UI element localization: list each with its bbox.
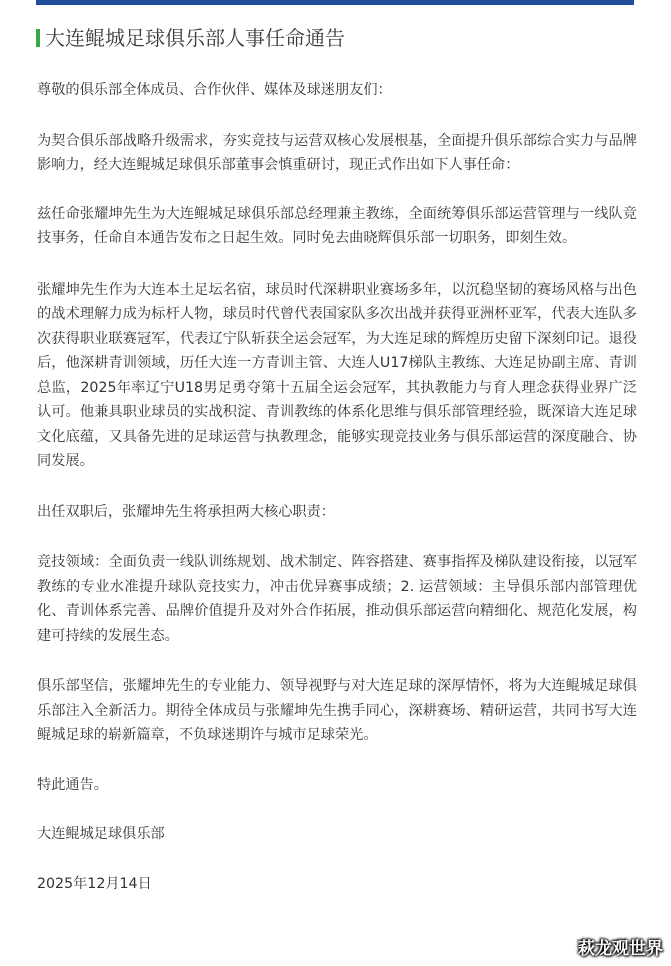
closing-paragraph: 俱乐部坚信，张耀坤先生的专业能力、领导视野与对大连足球的深厚情怀，将为大连鲲城足球俱乐部注入全新活力。期待全体成员与张耀坤先生携手同心，深耕赛场、精研运营，共同书写大连鲲城足球的崭新篇章，不负球迷期许与城市足球荣光。 bbox=[37, 678, 637, 743]
intro-paragraph: 为契合俱乐部战略升级需求，夯实竞技与运营双核心发展根基，全面提升俱乐部综合实力与品牌影响力，经大连鲲城足球俱乐部董事会慎重研讨，现正式作出如下人事任命： bbox=[37, 132, 637, 173]
appointment-paragraph: 兹任命张耀坤先生为大连鲲城足球俱乐部总经理兼主教练，全面统筹俱乐部运营管理与一线队竞技事务，任命自本通告发布之日起生效。同时免去曲晓辉俱乐部一切职务，即刻生效。 bbox=[37, 205, 637, 246]
article-header bbox=[36, 24, 345, 52]
duties-intro-paragraph: 出任双职后，张耀坤先生将承担两大核心职责： bbox=[37, 503, 335, 520]
top-accent-bar bbox=[36, 0, 634, 5]
title-accent-mark bbox=[36, 29, 40, 47]
date-line: 2025年12月14日 bbox=[37, 875, 152, 892]
duties-paragraph: 竞技领域：全面负责一线队训练规划、战术制定、阵容搭建、赛事指挥及梯队建设衔接，以冠军教练的专业水准提升球队竞技实力，冲击优异赛事成绩；2. 运营领域：主导俱乐部内部管理优化、青训体系完善、品牌价值提升及对外合作拓展，推动俱乐部运营向精细化、规范化发展，构建可持续的发展生态。 bbox=[37, 554, 637, 644]
notice-line: 特此通告。 bbox=[37, 776, 108, 793]
article-title: 大连鲲城足球俱乐部人事任命通告 bbox=[45, 26, 345, 50]
article-body bbox=[37, 78, 637, 896]
greeting-paragraph: 尊敬的俱乐部全体成员、合作伙伴、媒体及球迷朋友们： bbox=[37, 82, 392, 98]
watermark: 萩龙观世界 bbox=[578, 939, 663, 959]
biography-paragraph: 张耀坤先生作为大连本土足坛名宿，球员时代深耕职业赛场多年，以沉稳坚韧的赛场风格与出色的战术理解力成为标杆人物，球员时代曾代表国家队多次出战并获得亚洲杯亚军，代表大连队多次获得职业联赛冠军，代表辽宁队斩获全运会冠军，为大连足球的辉煌历史留下深刻印记。退役后，他深耕青训领域，历任大连一方青训主管、大连人U17梯队主教练、大连足协副主席、青训总监，2025年率辽宁U18男足勇夺第十五届全运会冠军，其执教能力与育人理念获得业界广泛认可。他兼具职业球员的实战积淀、青训教练的体系化思维与俱乐部管理经验，既深谙大连足球文化底蕴，又具备先进的足球运营与执教理念，能够实现竞技业务与俱乐部运营的深度融合、协同发展。 bbox=[37, 281, 637, 469]
signature-line: 大连鲲城足球俱乐部 bbox=[37, 826, 165, 842]
